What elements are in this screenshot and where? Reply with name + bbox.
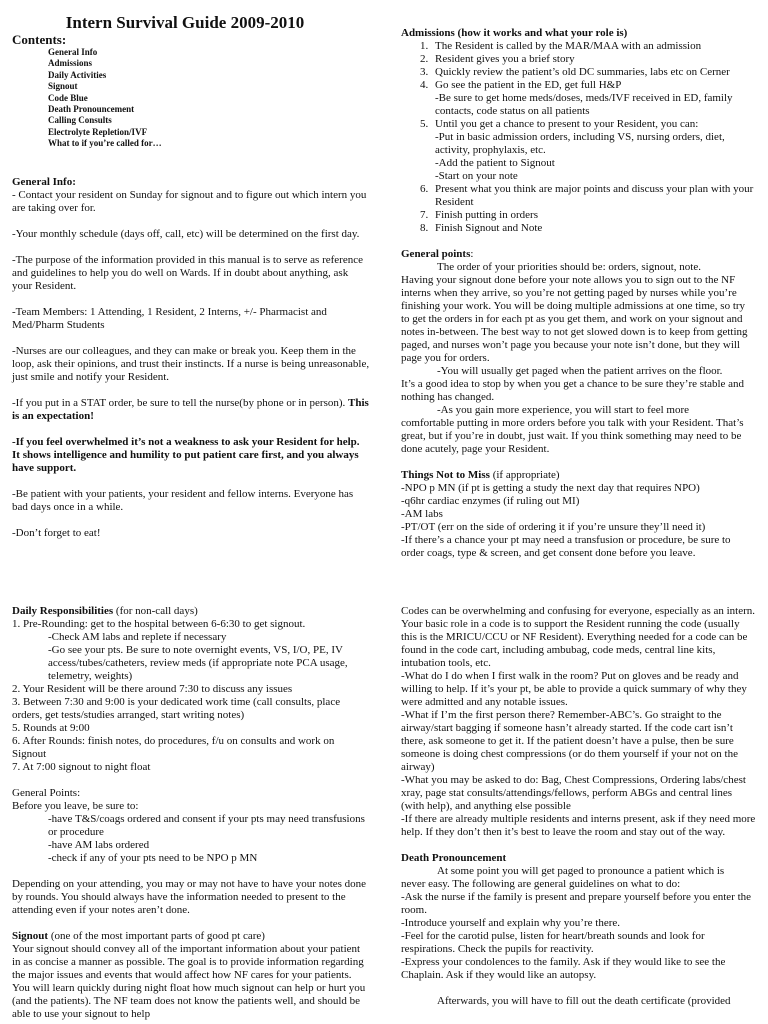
general-points-paragraph: -You will usually get paged when the patient arrives on the floor.	[437, 365, 723, 377]
general-info-paragraph	[12, 397, 370, 423]
codes-paragraph: -What if I’m the first person there? Remember-ABC’s. Go straight to the airway/start bagging if someone hasn’t already started. If the code cart isn’t there, ask someone to get it. If the patient doesn’t have a pulse, then be sure someone is doing chest compressions (or do them yourself if your not on the airway)	[401, 709, 738, 773]
general-points-paragraph: The order of your priorities should be: orders, signout, note.	[437, 261, 701, 273]
daily-heading-qualifier: (for non-call days)	[113, 605, 198, 617]
list-item: -have T&S/coags ordered and consent if your pts may need transfusions or procedure	[48, 813, 365, 838]
general-info-paragraph: -Your monthly schedule (days off, call, etc) will be determined on the first day.	[12, 227, 360, 240]
general-points-subheading: General Points:	[12, 787, 81, 799]
list-item: 8. Finish Signout and Note	[431, 222, 756, 235]
list-item-subtext: -Put in basic admission orders, including VS, nursing orders, diet, activity, prophylaxis, etc.	[435, 131, 725, 156]
toc-item: General Info	[48, 47, 98, 57]
signout-paragraph: Your signout should convey all of the important information about your patient in as concise a manner as possible. The goal is to provide information regarding the major issues and events that would affect how NF cares for your patients. You will learn quickly during night float how much signout can help or hurt you (and the patients). The NF team does not know the patients well, and should be able to use your signout to help	[12, 943, 366, 1020]
list-item: -Introduce yourself and explain why you’re there.	[401, 917, 621, 929]
things-not-to-miss-heading-text: Things Not to Miss	[401, 469, 490, 481]
list-item-text: 5. Until you get a chance to present to your Resident, you can:	[435, 118, 699, 130]
list-item: -AM labs	[401, 508, 443, 520]
list-item: -have AM labs ordered	[48, 839, 150, 851]
top-left-column	[12, 14, 370, 540]
general-points-paragraph: comfortable putting in more orders before you talk with your Resident. That’s great, but if you’re in doubt, just wait. If you think something may need to be done acutely, page your Resident.	[401, 417, 744, 455]
daily-substep: -Check AM labs and replete if necessary	[48, 631, 227, 643]
codes-paragraph: -What you may be asked to do: Bag, Chest Compressions, Ordering labs/chest xray, page stat consults/attendings/fellows, perform ABGs and central lines (with help), and anything else possible	[401, 774, 746, 812]
list-item	[431, 79, 756, 118]
general-points-heading-text: General points	[401, 248, 471, 260]
general-info-paragraph: -Nurses are our colleagues, and they can make or break you. Keep them in the loop, ask their opinions, and trust their instincts. If a nurse is being unreasonable, just smile and notify your Resident.	[12, 344, 370, 383]
things-not-to-miss-heading	[401, 469, 756, 482]
codes-paragraph: -If there are already multiple residents and interns present, ask if they need more help. If they don’t then it’s best to leave the room and stay out of the way.	[401, 813, 756, 838]
daily-step: 3. Between 7:30 and 9:00 is your dedicated work time (call consults, place orders, get tests/studies arranged, start writing notes)	[12, 696, 341, 721]
general-points-heading	[401, 248, 756, 261]
general-info-paragraph: -Be patient with your patients, your resident and fellow interns. Everyone has bad days once in a while.	[12, 487, 354, 513]
stat-order-text: -If you put in a STAT order, be sure to tell the nurse(by phone or in person).	[12, 396, 349, 409]
list-item: -PT/OT (err on the side of ordering it if you’re unsure they’ll need it)	[401, 521, 706, 533]
list-item: -Feel for the carotid pulse, listen for heart/breath sounds and look for respirations. Check the pupils for reactivity.	[401, 930, 705, 955]
general-info-paragraph: - Contact your resident on Sunday for signout and to figure out which intern you are taking over for.	[12, 188, 367, 214]
daily-heading-text: Daily Responsibilities	[12, 605, 114, 617]
general-info-paragraph: -If you feel overwhelmed it’s not a weakness to ask your Resident for help. It shows intelligence and humility to put patient care first, and you always have support.	[12, 435, 360, 474]
daily-substep: -Go see your pts. Be sure to note overnight events, VS, I/O, PE, IV access/tubes/catheters, review meds (if appropriate note PCA usage, telemetry, weights)	[48, 644, 348, 682]
list-item: 7. Finish putting in orders	[431, 209, 756, 222]
page-title: Intern Survival Guide 2009-2010	[65, 13, 305, 32]
daily-step: 7. At 7:00 signout to night float	[12, 761, 151, 773]
daily-step: 6. After Rounds: finish notes, do procedures, f/u on consults and work on Signout	[12, 735, 335, 760]
general-info-paragraph: -Team Members: 1 Attending, 1 Resident, 2 Interns, +/- Pharmacist and Med/Pharm Students	[12, 305, 327, 331]
toc-item: Electrolyte Repletion/IVF	[48, 126, 148, 137]
list-item: -q6hr cardiac enzymes (if ruling out MI)	[401, 495, 580, 507]
daily-step: 1. Pre-Rounding: get to the hospital between 6-6:30 to get signout.	[12, 618, 306, 630]
signout-heading-text: Signout	[12, 930, 49, 942]
death-paragraph: Afterwards, you will have to fill out the death certificate (provided	[437, 995, 731, 1007]
list-item	[431, 118, 756, 183]
toc-item: Admissions	[48, 58, 93, 69]
list-item: -NPO p MN (if pt is getting a study the next day that requires NPO)	[401, 482, 700, 494]
general-points-heading-colon: :	[470, 248, 474, 260]
list-item: -Express your condolences to the family. Ask if they would like to see the Chaplain. Ask if they would like an autopsy.	[401, 956, 726, 981]
top-right-column	[401, 27, 756, 560]
list-item: 1. The Resident is called by the MAR/MAA with an admission	[431, 40, 756, 53]
toc-item: Calling Consults	[48, 115, 112, 126]
codes-paragraph: -What do I do when I first walk in the room? Put on gloves and be ready and willing to help. If it’s your pt, be able to provide a quick summary of why they were admitted and any notable issues.	[401, 670, 747, 708]
death-paragraph: At some point you will get paged to pronounce a patient which is	[437, 865, 725, 877]
list-item: -If there’s a chance your pt may need a transfusion or procedure, be sure to order coags, type & screen, and get consent done before you leave.	[401, 534, 731, 559]
general-info-heading: General Info:	[12, 175, 76, 188]
signout-heading	[12, 930, 370, 943]
codes-paragraph: Codes can be overwhelming and confusing for everyone, especially as an intern. Your basic role in a code is to support the Resident running the code (usually this is the MRICU/CCU or NF Resident). Everything needed for a code can be found in the code cart, including ambubag, code meds, central line kits, intubation tools, etc.	[401, 605, 756, 669]
list-item-subtext: -Start on your note	[435, 170, 518, 182]
admissions-heading: Admissions (how it works and what your role is)	[401, 27, 628, 39]
daily-step: 2. Your Resident will be there around 7:30 to discuss any issues	[12, 683, 293, 695]
general-points-paragraph: Having your signout done before your note allows you to sign out to the NF interns when they arrive, so you’re not getting paged by nurses while you’re finishing your work. You will be doing multiple admissions at one time, so try to get the orders in for each pt as you get them, and work on your signout and notes in-between. The best way to not get slowed down is to keep from getting paged, and nurses won’t page you because your note isn’t done, but they will page you for orders.	[401, 274, 748, 364]
list-item: 3. Quickly review the patient’s old DC summaries, labs etc on Cerner	[431, 66, 756, 79]
daily-heading	[12, 605, 370, 618]
bottom-left-column	[12, 605, 370, 1021]
table-of-contents	[48, 47, 370, 150]
toc-item: What to if you’re called for…	[48, 138, 162, 149]
list-item-subtext: -Add the patient to Signout	[435, 157, 555, 169]
list-item: 6. Present what you think are major points and discuss your plan with your Resident	[431, 183, 756, 209]
list-item: -check if any of your pts need to be NPO p MN	[48, 852, 258, 864]
signout-qualifier: (one of the most important parts of good pt care)	[48, 930, 265, 942]
death-pronouncement-heading: Death Pronouncement	[401, 852, 507, 864]
bottom-right-column	[401, 605, 756, 1008]
stat-order-emphasis: This is an expectation!	[12, 396, 369, 422]
general-info-paragraph: -Don’t forget to eat!	[12, 526, 101, 539]
list-item: 2. Resident gives you a brief story	[431, 53, 756, 66]
toc-item: Daily Activities	[48, 69, 107, 80]
admissions-steps	[401, 40, 756, 235]
things-not-to-miss-qualifier: (if appropriate)	[489, 469, 560, 481]
contents-heading: Contents:	[12, 32, 67, 47]
general-points-paragraph: It’s a good idea to stop by when you get a chance to be sure they’re stable and nothing has changed.	[401, 378, 745, 403]
death-paragraph: never easy. The following are general guidelines on what to do:	[401, 878, 681, 890]
list-item-subtext: -Be sure to get home meds/doses, meds/IVF received in ED, family contacts, code status on all patients	[435, 92, 733, 117]
attending-note: Depending on your attending, you may or may not have to have your notes done by rounds. You should always have the information needed to present to the attending even if your notes aren’t done.	[12, 878, 367, 916]
daily-step: 5. Rounds at 9:00	[12, 722, 90, 734]
general-points-paragraph: -As you gain more experience, you will start to feel more	[437, 404, 690, 416]
list-item: -Ask the nurse if the family is present and prepare yourself before you enter the room.	[401, 891, 752, 916]
toc-item: Death Pronouncement	[48, 104, 135, 115]
toc-item: Signout	[48, 81, 78, 92]
general-info-paragraph: -The purpose of the information provided in this manual is to serve as reference and guidelines to help you do well on Wards. If in doubt about anything, ask your Resident.	[12, 253, 363, 292]
toc-item: Code Blue	[48, 92, 88, 103]
general-points-intro: Before you leave, be sure to:	[12, 800, 139, 812]
list-item-text: 4. Go see the patient in the ED, get full H&P	[435, 79, 622, 91]
